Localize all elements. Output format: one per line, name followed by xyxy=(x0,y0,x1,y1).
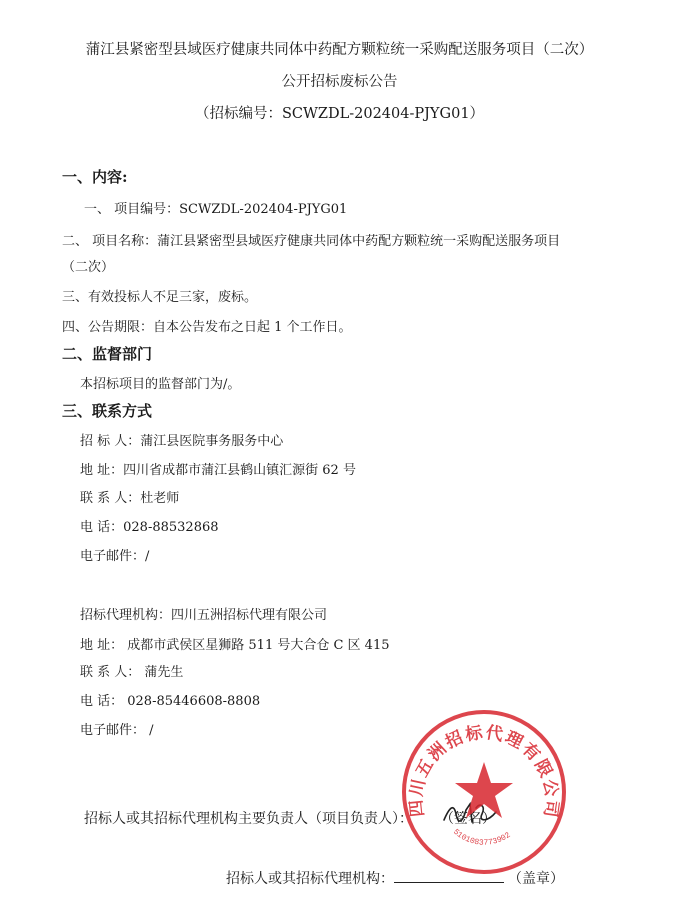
seal-ring-text: 四川五洲招标代理有限公司 xyxy=(406,722,562,821)
item-project-number: 一、 项目编号：SCWZDL-202404-PJYG01 xyxy=(84,202,348,217)
agency-contact: 联 系 人： 蒲先生 xyxy=(80,665,184,680)
tenderer-phone: 电 话：028-88532868 xyxy=(80,520,219,535)
tenderer-contact: 联 系 人：杜老师 xyxy=(80,491,180,506)
tender-number: （招标编号：SCWZDL-202404-PJYG01） xyxy=(194,106,485,122)
signature-label: 招标人或其招标代理机构主要负责人（项目负责人）： xyxy=(84,811,413,827)
section-heading-contact: 三、联系方式 xyxy=(62,402,153,420)
supervision-text: 本招标项目的监督部门为/。 xyxy=(80,377,241,392)
item-project-name: 二、 项目名称：蒲江县紧密型县域医疗健康共同体中药配方颗粒统一采购配送服务项目 xyxy=(62,234,561,249)
agency-address: 地 址： 成都市武侯区星狮路 511 号大合仓 C 区 415 xyxy=(80,638,390,653)
item-result: 三、有效投标人不足三家，废标。 xyxy=(62,290,258,305)
svg-text:5101083773902 xyxy=(451,828,512,848)
section-heading-content: 一、内容: xyxy=(62,168,128,186)
official-seal-stamp xyxy=(398,706,570,878)
seal-number: 5101083773902 xyxy=(451,827,513,848)
agency-email: 电子邮件： / xyxy=(80,723,154,738)
document-subtitle: 公开招标废标公告 xyxy=(281,74,398,90)
tenderer-address: 地 址：四川省成都市蒲江县鹤山镇汇源街 62 号 xyxy=(80,463,356,478)
section-heading-supervision: 二、监督部门 xyxy=(62,345,153,363)
seal-suffix: （盖章） xyxy=(508,871,564,887)
seal-label: 招标人或其招标代理机构： xyxy=(226,871,394,887)
document-title: 蒲江县紧密型县域医疗健康共同体中药配方颗粒统一采购配送服务项目（二次） xyxy=(85,42,594,58)
agency-name: 招标代理机构：四川五洲招标代理有限公司 xyxy=(80,608,328,623)
signature-suffix: （签名） xyxy=(447,811,496,827)
tenderer-email: 电子邮件：/ xyxy=(80,549,150,564)
item-project-name-cont: （二次） xyxy=(62,260,115,275)
tenderer-name: 招 标 人：蒲江县医院事务服务中心 xyxy=(80,434,284,449)
agency-phone: 电 话： 028-85446608-8808 xyxy=(80,694,261,709)
item-period: 四、公告期限：自本公告发布之日起 1 个工作日。 xyxy=(62,320,352,335)
